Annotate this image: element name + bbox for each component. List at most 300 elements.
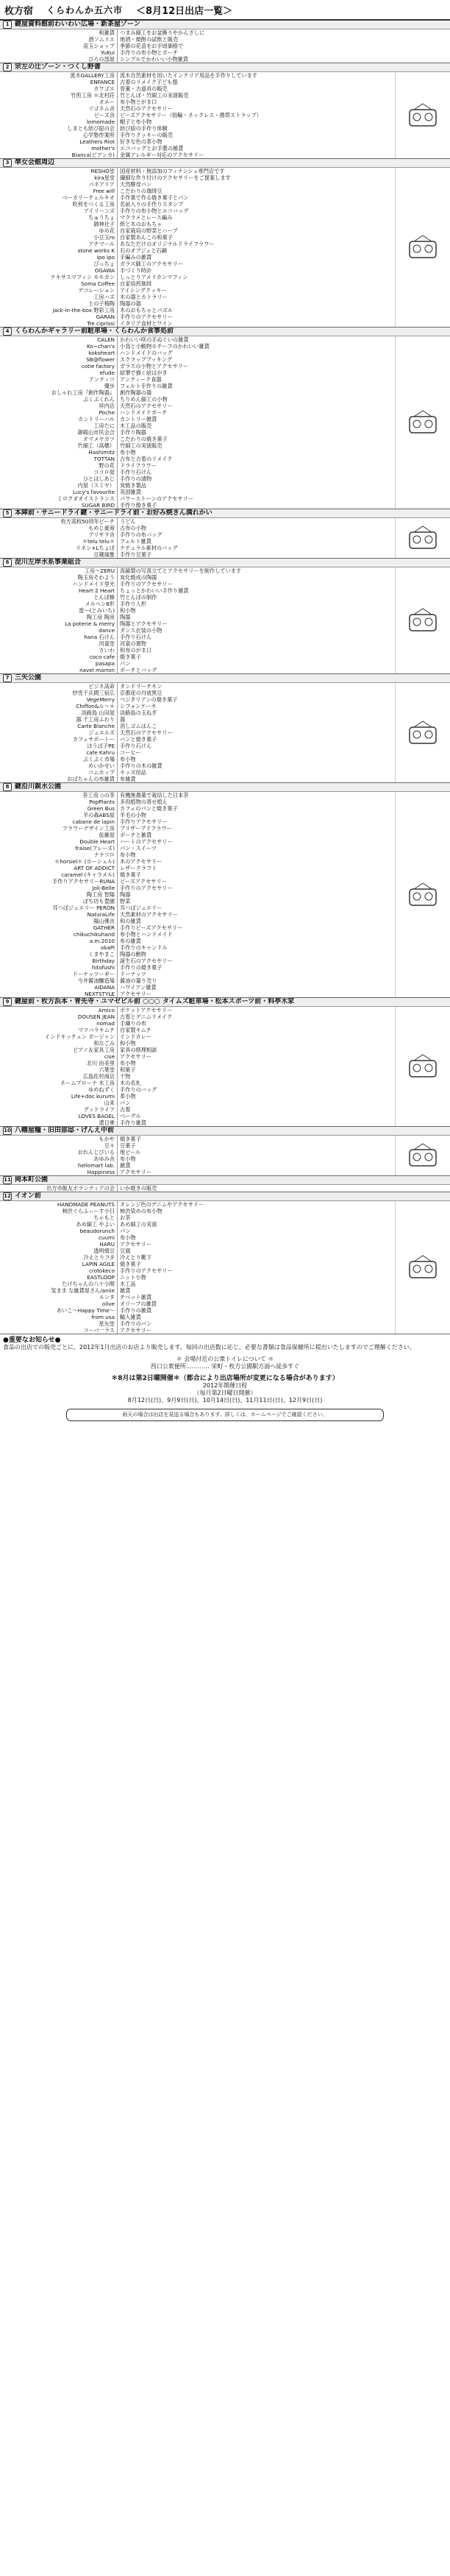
- shop-name: アンティコ: [88, 376, 115, 383]
- shop-name: 内屋（スミヤ）: [77, 482, 115, 489]
- section-title: [0, 159, 450, 168]
- shop-description: 古布の小物: [120, 525, 146, 531]
- shop-description: 国産材料・無添加のフィナンシェ専門店です: [120, 168, 225, 174]
- shop-name: ゆめ花: [99, 227, 115, 234]
- shop-name: ART OF ADDICT: [74, 865, 115, 871]
- illustration: [395, 72, 450, 158]
- shop-name: 北川 由美里: [86, 1060, 115, 1066]
- shop-description: 和小物: [120, 607, 136, 614]
- shop-description: つまみ細工をお盆飾りやかんざしに: [120, 29, 205, 36]
- shop-description: 布小物: [120, 852, 136, 858]
- section-body: [0, 567, 450, 673]
- shop-description: 有機無農薬で栽培した日本茶: [120, 792, 189, 799]
- section-title: [0, 1127, 450, 1136]
- shop-name: Ko~chan's: [87, 343, 115, 350]
- shop-name: DOUSEN JEAN: [77, 1013, 115, 1020]
- shop-name: Hashimitz: [88, 449, 115, 456]
- shop-description: 和小物: [120, 1040, 136, 1047]
- shop-description: ガラス細工のアクセサリー: [120, 261, 183, 267]
- shop-name: おしゃれ工房『創作陶器』: [51, 389, 115, 396]
- shop-name: 出方市飯友ボランティアの会: [46, 1185, 115, 1192]
- schedule-title: ＊8月は第2日曜開催＊（都合により出店場所が変更になる場合があります）: [111, 1375, 339, 1382]
- shop-name: コムホップ: [88, 769, 115, 776]
- shop-name: nomad: [96, 1020, 115, 1027]
- shop-name: インドキッチェン ポージャン: [44, 1033, 115, 1040]
- shop-names: [0, 1007, 118, 1126]
- shop-description: お茶: [120, 1214, 131, 1221]
- shop-description: 豆腐: [120, 1248, 131, 1254]
- shop-description: 手作りのキャンドル: [120, 944, 168, 951]
- illustration-icon: [407, 409, 439, 436]
- section: [0, 559, 450, 674]
- shop-name: cotie factory: [81, 363, 115, 369]
- shop-description: 陶器とアクセサリー: [120, 620, 168, 627]
- shop-description: ハンドメイドのバッグ: [120, 350, 173, 356]
- section-body: [0, 792, 450, 997]
- shop-name: もめじ豪商: [88, 525, 115, 531]
- shop-description: 手作りビーズアクセサリー: [120, 924, 183, 931]
- section-title-text: 本陣前・サニードライ鍵・サニードライ前・お好み焼きん満れかい: [15, 509, 213, 517]
- shop-descriptions: [118, 1007, 395, 1126]
- shop-name: あゆみ舎: [93, 1156, 115, 1162]
- shop-name: cabane de lapin: [72, 818, 115, 825]
- shop-name: kokoheart: [88, 350, 115, 356]
- shop-description: 小鳥と小動物モチーフのかわいい雑貨: [120, 343, 210, 350]
- shop-description: フェルト雑貨: [120, 538, 151, 545]
- shop-name: hellomart lab.: [77, 1162, 115, 1169]
- illustration: [395, 792, 450, 997]
- shop-description: 豆菓子: [120, 1142, 136, 1149]
- shop-name: ビジネ高命: [88, 683, 115, 690]
- shop-name: SB@flower: [86, 356, 115, 363]
- shop-description: 器: [120, 716, 126, 723]
- section-number: 10: [4, 1128, 11, 1133]
- shop-description: 手作りのアクセサリー: [120, 314, 173, 320]
- shop-names: [0, 1136, 118, 1175]
- shop-name: 祥内店: [99, 403, 115, 409]
- shop-description: 手作り雑貨: [120, 1119, 146, 1126]
- shop-name: ENFANCE: [90, 79, 115, 85]
- shop-name: たけちゃんの八十小間: [62, 1281, 115, 1287]
- shop-description: 木の名札: [120, 1080, 141, 1086]
- shop-name: 陽山佛舎: [93, 918, 115, 924]
- toilet-info: [0, 1354, 450, 1373]
- shop-name: 気まま な雑貨屋さん/aniie: [51, 1287, 115, 1294]
- shop-name: ベーカリーチェルキオ: [62, 194, 115, 201]
- shop-name: 工房～ZERU: [84, 567, 115, 574]
- shop-name: ほうば子PE: [87, 743, 115, 749]
- header-date: ＜8月12日出店一覧＞: [136, 5, 233, 17]
- shop-name: ぽち坊も豊園: [82, 898, 115, 905]
- shop-name: とんぼ蜂: [93, 594, 115, 601]
- shop-description: 柿渋染めの布小物: [120, 1208, 162, 1214]
- shop-name: RESHO堂: [90, 168, 115, 174]
- shop-description: ポーチとバッグ: [120, 667, 157, 673]
- section-title: [0, 1192, 450, 1201]
- shop-description: 焼き菓子: [120, 871, 141, 878]
- shop-descriptions: [118, 168, 395, 327]
- shop-description: 好きな色の革小物: [120, 138, 162, 145]
- shop-description: 消しゴムはんこ: [120, 723, 157, 729]
- shop-name: Free will: [93, 188, 115, 194]
- shop-name: ネームプローナ 木工房: [60, 1080, 115, 1086]
- shop-description: 陶器の動物: [120, 951, 146, 958]
- shop-description: 竹とんぼの制作: [120, 594, 157, 601]
- shop-name: オマメヤカツ: [82, 436, 115, 442]
- shop-description: キッズ用品: [120, 769, 146, 776]
- section-title: [0, 328, 450, 336]
- section-body: [0, 168, 450, 327]
- shop-name: 竹煎工房 ＊北村荘: [71, 92, 115, 99]
- shop-name: アチマール: [88, 241, 115, 247]
- shop-name: 陶玉房そわよう: [77, 574, 115, 581]
- shop-description: 自家焙煎珈琲: [120, 280, 152, 287]
- shop-description: 英国雑貨: [120, 489, 141, 495]
- section: [0, 159, 450, 328]
- shop-descriptions: [118, 567, 395, 673]
- shop-name: GARAN: [96, 314, 115, 320]
- shop-descriptions: [118, 792, 395, 997]
- section-title: [0, 559, 450, 567]
- shop-name: ミロクオオイストランス: [57, 495, 115, 502]
- shop-name: lomomade: [86, 118, 115, 125]
- shop-names: [0, 29, 118, 63]
- shop-description: こだわりの焼き菓子: [120, 436, 168, 442]
- shop-description: 革小物: [120, 1093, 136, 1100]
- shop-description: 雑貨: [120, 1162, 131, 1169]
- shop-name: 器 千工房ふわり: [76, 716, 115, 723]
- shop-name: HARU: [99, 1241, 115, 1248]
- shop-description: 古着のリメイク子ども服: [120, 79, 178, 85]
- shop-name: HANDMADE PEANUTS: [57, 1201, 115, 1208]
- shop-name: デコレーション: [78, 287, 115, 294]
- shop-name: 土の子梅陶: [88, 300, 115, 307]
- shop-name: カントリーハル: [78, 416, 115, 422]
- shop-name: a.m.2010: [89, 938, 115, 944]
- shop-description: 手作り石けん: [120, 469, 152, 475]
- shop-description: 布小物: [120, 1234, 136, 1241]
- section-number: 1: [3, 21, 12, 29]
- shop-description: 醤油の量り売り: [120, 977, 157, 984]
- shop-name: OGAWA: [94, 267, 115, 274]
- shop-name: Chiffon&ル〜＊: [76, 703, 115, 710]
- shop-names: [0, 1201, 118, 1334]
- section-number: 4: [3, 328, 12, 336]
- shop-name: ルンタ: [99, 1294, 115, 1301]
- shop-description: イタリア食材とワイン: [120, 320, 173, 327]
- shop-description: 多肉植物の寄せ植え: [120, 799, 168, 805]
- shop-name: 工房たに: [93, 422, 115, 429]
- shop-description: 真鍮製の写真立てとアクセサリーを制作しています: [120, 567, 242, 574]
- shop-name: 紗雪千兵間三宿広: [72, 690, 115, 696]
- section: [0, 1192, 450, 1334]
- shop-name: カフェサポートー: [72, 736, 115, 743]
- sections-list: [0, 21, 450, 1334]
- shop-name: caramel (キャラメル): [61, 871, 115, 878]
- shop-name: Lucy's favourite: [73, 489, 115, 495]
- shop-name: マツバラキムチ: [78, 1027, 115, 1033]
- illustration: [395, 567, 450, 673]
- shop-name: 和なごみ: [93, 1040, 115, 1047]
- shop-name: 雷～(とみいち): [79, 607, 115, 614]
- shop-description: 輸入雑貨: [120, 1314, 141, 1320]
- shop-description: ハンドメイドポーチ: [120, 409, 168, 416]
- shop-name: TOTTAN: [93, 456, 115, 462]
- shop-description: 陶器: [120, 891, 131, 898]
- shop-name: Carte Blanche: [77, 723, 115, 729]
- shop-description: 京都産の丹波黒豆: [120, 690, 162, 696]
- shop-name: パネアリア: [88, 181, 115, 188]
- section-body: [0, 336, 450, 509]
- shop-names: [0, 518, 118, 558]
- shop-name: ipo ipo: [96, 254, 115, 261]
- shop-description: 布雑貨: [120, 776, 136, 782]
- shop-name: 耳つぼジュエリー PERON: [52, 905, 115, 911]
- shop-description: 手作りの木の雑貨: [120, 762, 162, 769]
- shop-description: 木のアクセサリー: [120, 858, 162, 865]
- shop-names: [0, 168, 118, 327]
- shop-description: 木のおもちゃとパズル: [120, 307, 173, 314]
- section-number: 12: [4, 1193, 11, 1199]
- shop-description: 帽子と布小物: [120, 118, 152, 125]
- shop-description: 和布のがま口: [120, 647, 152, 654]
- shop-description: 羊毛の小物: [120, 812, 146, 818]
- shop-name: おれんじびいる: [77, 1149, 115, 1156]
- shop-name: ぷくぷくれん: [82, 396, 115, 403]
- shop-description: 金属アレルギー対応のアクセサリー: [120, 152, 204, 158]
- shop-name: 工房ハズ: [93, 294, 115, 300]
- shop-description: 繊細な作り付けのアクセサリーをご提案します: [120, 174, 231, 181]
- section-title-text: イオン前: [15, 1192, 41, 1200]
- shop-name: coco cafe: [89, 654, 115, 660]
- shop-name: 流木GALLERY工房: [70, 72, 115, 79]
- shop-name: beaudorunch: [79, 1228, 115, 1234]
- shop-name: 豆蔵風雅: [93, 551, 115, 558]
- shop-description: シンプルでかわいい小物雑貨: [120, 56, 188, 63]
- shop-name: navel marron: [79, 667, 115, 673]
- illustration: [395, 336, 450, 509]
- shop-description: 竹細工の実演販売: [120, 442, 162, 449]
- shop-description: パン: [120, 660, 131, 667]
- shop-description: 自家栽培の野菜とハーブ: [120, 227, 178, 234]
- shop-descriptions: [118, 518, 395, 558]
- section: [0, 328, 450, 509]
- shop-description: いか焼きの販売: [120, 1185, 157, 1192]
- shop-name: SUGAR BIRD: [81, 502, 115, 509]
- shop-name: Green Bus: [87, 805, 115, 812]
- schedule-dates: 8月12日(日)、9月9日(日)、10月14日(日)、11月11日(日)、12月9日(日): [127, 1397, 323, 1404]
- shop-description: オレンジ色のデニムやアクセサリー: [120, 1201, 204, 1208]
- shop-description: 手作りのバッグ: [120, 1086, 157, 1093]
- shop-description: 木工品: [120, 1281, 136, 1287]
- shop-description: 古着: [120, 1106, 131, 1113]
- shop-name: fraise(フレーズ): [75, 845, 115, 852]
- shop-name: アリサラ舎: [88, 531, 115, 538]
- shop-name: ココロ屋: [93, 469, 115, 475]
- shop-name: CALEN: [97, 336, 115, 343]
- shop-name: 酒ソムリエ: [88, 36, 115, 43]
- shop-description: 手作りのアクセサリー: [120, 1267, 173, 1274]
- shop-name: Amico: [98, 1007, 115, 1013]
- shop-name: 御殿山市民会合: [77, 429, 115, 436]
- section-body: [0, 1136, 450, 1175]
- shop-name: VegeMerry: [86, 696, 115, 703]
- shop-name: Happiness: [87, 1169, 115, 1175]
- shop-description: タンドリーチキン: [120, 683, 162, 690]
- shop-name: Leathers Riot: [79, 138, 115, 145]
- page-header: [0, 0, 450, 21]
- shop-name: ＊horsiel＊ (ホーシェル): [54, 858, 115, 865]
- shop-name: 羊の森ABS屋: [82, 812, 115, 818]
- section-title-text: 鍵屋前・枚方浜本・青先寺・ユマゼビル前 ○○○ タイムズ駐車場・松本スポーツ前・料亭木家: [15, 998, 295, 1005]
- shop-name: chikuchikuhand: [73, 931, 115, 938]
- shop-name: Life+doc kurumi: [71, 1093, 115, 1100]
- shop-name: コーパ一ラス: [83, 1327, 115, 1334]
- shop-description: 誕生石のアクセサリー: [120, 958, 173, 964]
- shop-description: 雑貨: [120, 1287, 131, 1294]
- shop-descriptions: [118, 336, 395, 509]
- shop-description: 絵筆で描く絵はがき: [120, 369, 168, 376]
- shop-name: 星矢堂: [99, 1320, 115, 1327]
- shop-description: ポケットアクセサリー: [120, 1007, 173, 1013]
- header-left: 枚方宿: [4, 5, 34, 17]
- shop-name: もかや: [99, 1136, 115, 1142]
- shop-name: ハンドメイド里光: [72, 581, 115, 587]
- shop-description: 干物: [120, 1073, 131, 1080]
- shop-name: あいこ〜Happy Time〜: [57, 1307, 115, 1314]
- shop-description: 手作りの雑貨: [120, 1307, 152, 1314]
- shop-name: cise: [104, 1053, 115, 1060]
- shop-description: 焼き菓子: [120, 1261, 141, 1267]
- shop-name: 茶工房 ◇の茶: [82, 792, 115, 799]
- shop-name: 手作りアクセサリーRUNA: [51, 878, 115, 885]
- shop-description: プリザーブドフラワー: [120, 825, 172, 832]
- shop-names: [0, 336, 118, 509]
- section-title-text: 鍵沿川親水公園: [15, 783, 62, 790]
- section-title: [0, 63, 450, 72]
- shop-name: GATHER: [93, 924, 115, 931]
- shop-descriptions: [118, 1136, 395, 1175]
- shop-name: NaturaLife: [87, 911, 115, 918]
- section-body: [0, 1007, 450, 1126]
- shop-name: YuKui: [100, 49, 115, 56]
- section: [0, 783, 450, 998]
- shop-description: フェルト手作りの雑貨: [120, 383, 173, 389]
- shop-description: アイシングクッキー: [120, 287, 167, 294]
- illustration-icon: [407, 234, 439, 261]
- shop-description: 河童の置物: [120, 640, 146, 647]
- illustration-icon: [407, 1053, 439, 1080]
- shop-name: オエー: [99, 99, 115, 105]
- section: [0, 509, 450, 559]
- shop-name: from usa: [91, 1314, 115, 1320]
- shop-description: 天然石のアクセサリー: [120, 105, 173, 112]
- shop-descriptions: [118, 683, 395, 782]
- illustration-icon: [407, 607, 439, 634]
- shop-description: ナチュラル素材のバッグ: [120, 545, 178, 551]
- section-number: 9: [3, 998, 12, 1006]
- shop-description: 手作りのパン: [120, 1320, 152, 1327]
- section-title-text: 岡本町公園: [15, 1176, 49, 1183]
- shop-description: 竹とんぼ・竹細工の実演販売: [120, 92, 189, 99]
- shop-description: ベーグル: [120, 1113, 141, 1119]
- notes-text: 食品の出店での販売ごとに、2012年1月出店のお店より販売します。毎回の出店数に応じ、必要な書類は食品保健所に提出いたしますのでご理解ください。: [3, 1344, 415, 1351]
- shop-name: 心学塾作業所: [82, 132, 115, 138]
- shop-description: 布小物とがま口: [120, 99, 157, 105]
- shop-description: パワーストーンのアクセサリー: [120, 495, 193, 502]
- shop-name: テキサスマフィン モモカン: [50, 274, 115, 280]
- shop-description: 手作りの布小物とエコバッグ: [120, 208, 189, 214]
- shop-description: 季節の花苗をお手頃価格で: [120, 43, 184, 49]
- shop-name: efude: [99, 369, 115, 376]
- shop-description: 布小物とハンドメイド: [120, 931, 173, 938]
- shop-description: アクセサリー: [120, 991, 151, 997]
- shop-description: 手作りのアクセサリー: [120, 581, 173, 587]
- shop-name: 柿渋ぐらふぃーす小日: [62, 1208, 115, 1214]
- section-title-text: 八幡屋糧・旧田部邸・げんえ中前: [15, 1127, 115, 1134]
- section-title: [0, 783, 450, 792]
- shop-description: 手作りクッキーの販売: [120, 132, 173, 138]
- section-number: 5: [3, 509, 12, 517]
- shop-name: NEXTSTYLE: [85, 991, 115, 997]
- shop-description: 手作り人形: [120, 601, 146, 607]
- shop-description: ドライフラワー: [120, 462, 157, 469]
- shop-name: ドーナッツーギー: [72, 971, 115, 977]
- shop-description: ハートのアクセサリー: [120, 838, 173, 845]
- section-title: [0, 998, 450, 1007]
- schedule-year: 2012年開催日程: [202, 1382, 248, 1389]
- shop-description: しっとりアメリカンマフィン: [120, 274, 188, 280]
- shop-names: [0, 683, 118, 782]
- shop-description: 炭焼き製品: [120, 482, 146, 489]
- section-title-text: 宗左の辻ゾーン・つくし野書: [15, 63, 101, 71]
- shop-name: しまとも結び紐の会: [67, 125, 115, 132]
- shop-description: アクセサリー: [120, 1053, 151, 1060]
- shop-description: 布小物: [120, 1156, 136, 1162]
- shop-names: [0, 792, 118, 997]
- shop-description: かわいい咲の手ぬぐいの雑貨: [120, 336, 189, 343]
- shop-name: 豆々: [104, 1142, 115, 1149]
- shop-description: 手作りの布小物とポーチ: [120, 49, 179, 56]
- shop-description: 紙と木のおもちゃ: [120, 221, 162, 227]
- illustration: [395, 1007, 450, 1126]
- notes-title: ●重要なお知らせ●: [3, 1337, 61, 1344]
- section-title-text: 三矢公園: [15, 674, 42, 682]
- shop-description: スクラップブッキング: [120, 356, 173, 363]
- section-number: 7: [3, 674, 12, 682]
- section-number: 8: [3, 783, 12, 791]
- illustration-icon: [407, 1254, 439, 1281]
- section-body: [0, 518, 450, 558]
- schedule-monthly: （毎月第2日曜日開催）: [193, 1390, 257, 1396]
- shop-description: エコバッグとお手製の雑貨: [120, 145, 184, 152]
- shop-description: 耳つぼジュエリー: [120, 905, 162, 911]
- shop-description: 天然石のアクセサリー: [120, 403, 173, 409]
- shop-description: カフェのパンと焼き菓子: [120, 805, 178, 812]
- shop-description: アクセサリー: [120, 1327, 151, 1334]
- shop-name: stone works K: [77, 247, 115, 254]
- shop-description: 和菓子: [120, 1066, 136, 1073]
- shop-description: 手作りの焼き菓子: [120, 964, 162, 971]
- shop-description: 自家製あんこの和菓子: [120, 234, 173, 241]
- shop-description: 手作り焼き菓子: [120, 502, 157, 509]
- shop-name: hitofushi: [91, 964, 115, 971]
- shop-description: 和の雑貨: [120, 918, 141, 924]
- shop-name: ＊telu telu＊: [82, 538, 115, 545]
- footer-box: 雨天の場合は出店を見送る場合もあります。詳しくは、ホームページでご確認ください。: [66, 1409, 384, 1421]
- shop-name: Soma Coffee: [81, 280, 115, 287]
- shop-description: マクラメとレース編み: [120, 214, 173, 221]
